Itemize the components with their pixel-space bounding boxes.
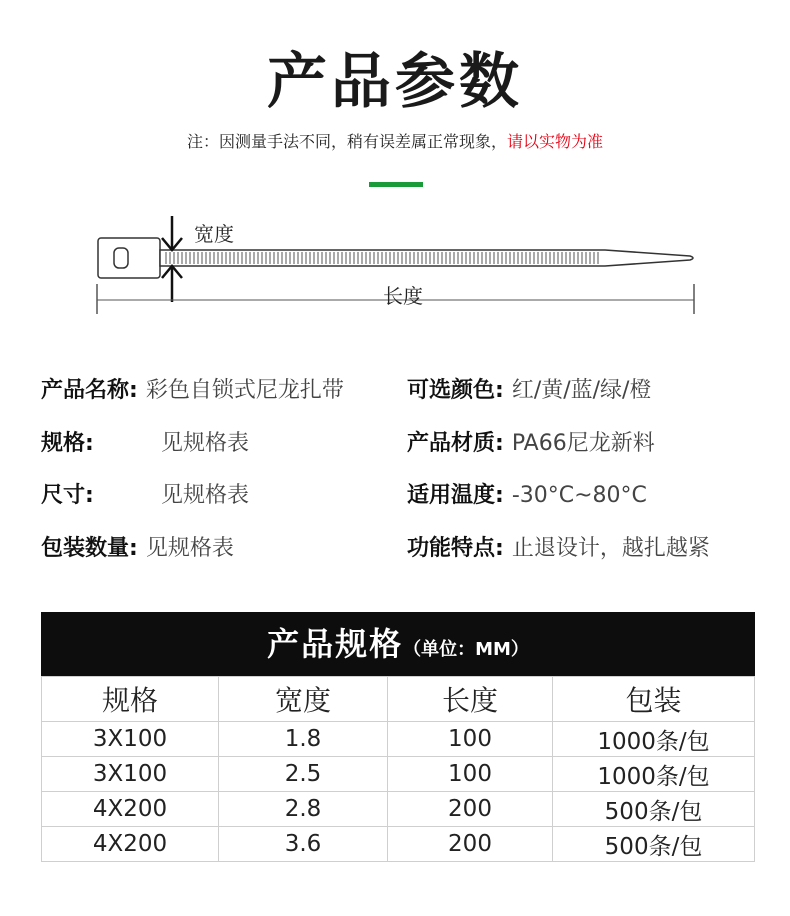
table-cell: 2.8: [219, 792, 388, 827]
tie-head-slot: [114, 248, 128, 268]
spec-table: [41, 676, 755, 862]
table-cell: 3X100: [42, 722, 219, 757]
spec-colors: [407, 376, 651, 406]
spec-product-name: [41, 376, 344, 406]
column-header: 长度: [388, 677, 553, 722]
page-title: 产品参数: [267, 47, 523, 117]
measurement-note: [0, 131, 790, 153]
table-cell: 4X200: [42, 792, 219, 827]
spec-value: 见规格表: [145, 536, 234, 561]
spec-table-header: [41, 612, 755, 676]
table-cell: 500条/包: [553, 827, 755, 862]
note-text: 注：因测量手法不同，稍有误差属正常现象，: [186, 132, 507, 151]
spec-value: 止退设计，越扎越紧: [511, 536, 710, 561]
column-header: 包装: [553, 677, 755, 722]
table-row: [42, 757, 755, 792]
spec-value: PA66尼龙新料: [511, 431, 655, 456]
spec-value: 彩色自锁式尼龙扎带: [145, 378, 344, 403]
spec-temperature: [407, 481, 647, 511]
table-row: [42, 792, 755, 827]
spec-label: 包装数量:: [41, 536, 138, 561]
table-cell: 2.5: [219, 757, 388, 792]
spec-value: -30°C~80°C: [511, 483, 647, 508]
table-cell: 200: [388, 827, 553, 862]
table-cell: 3X100: [42, 757, 219, 792]
table-cell: 1.8: [219, 722, 388, 757]
spec-value: 见规格表: [161, 431, 250, 456]
length-label: 长度: [383, 284, 423, 308]
spec-model: [41, 429, 249, 459]
spec-table-title: 产品规格: [267, 625, 404, 663]
table-cell: 1000条/包: [553, 757, 755, 792]
table-cell: 4X200: [42, 827, 219, 862]
spec-label: 功能特点:: [407, 536, 504, 561]
table-cell: 100: [388, 722, 553, 757]
spec-value: 见规格表: [161, 483, 250, 508]
table-cell: 100: [388, 757, 553, 792]
tie-head: [98, 238, 160, 278]
table-cell: 3.6: [219, 827, 388, 862]
spec-value: 红/黄/蓝/绿/橙: [511, 378, 652, 403]
note-emphasis: 请以实物为准: [507, 132, 604, 151]
table-cell: 1000条/包: [553, 722, 755, 757]
spec-label: 适用温度:: [407, 483, 504, 508]
width-label: 宽度: [194, 222, 234, 246]
table-header-row: [42, 677, 755, 722]
spec-features: [407, 534, 710, 564]
spec-table-unit: （单位：MM）: [403, 639, 529, 660]
spec-size: [41, 481, 249, 511]
column-header: 宽度: [219, 677, 388, 722]
spec-label: 尺寸:: [41, 483, 94, 508]
table-cell: 200: [388, 792, 553, 827]
spec-label: 产品材质:: [407, 431, 504, 456]
spec-package-qty: [41, 534, 234, 564]
table-row: [42, 827, 755, 862]
column-header: 规格: [42, 677, 219, 722]
title-divider: [369, 182, 423, 187]
spec-label: 产品名称:: [41, 378, 138, 403]
table-row: [42, 722, 755, 757]
table-cell: 500条/包: [553, 792, 755, 827]
spec-label: 规格:: [41, 431, 94, 456]
spec-material: [407, 429, 655, 459]
spec-label: 可选颜色:: [407, 378, 504, 403]
